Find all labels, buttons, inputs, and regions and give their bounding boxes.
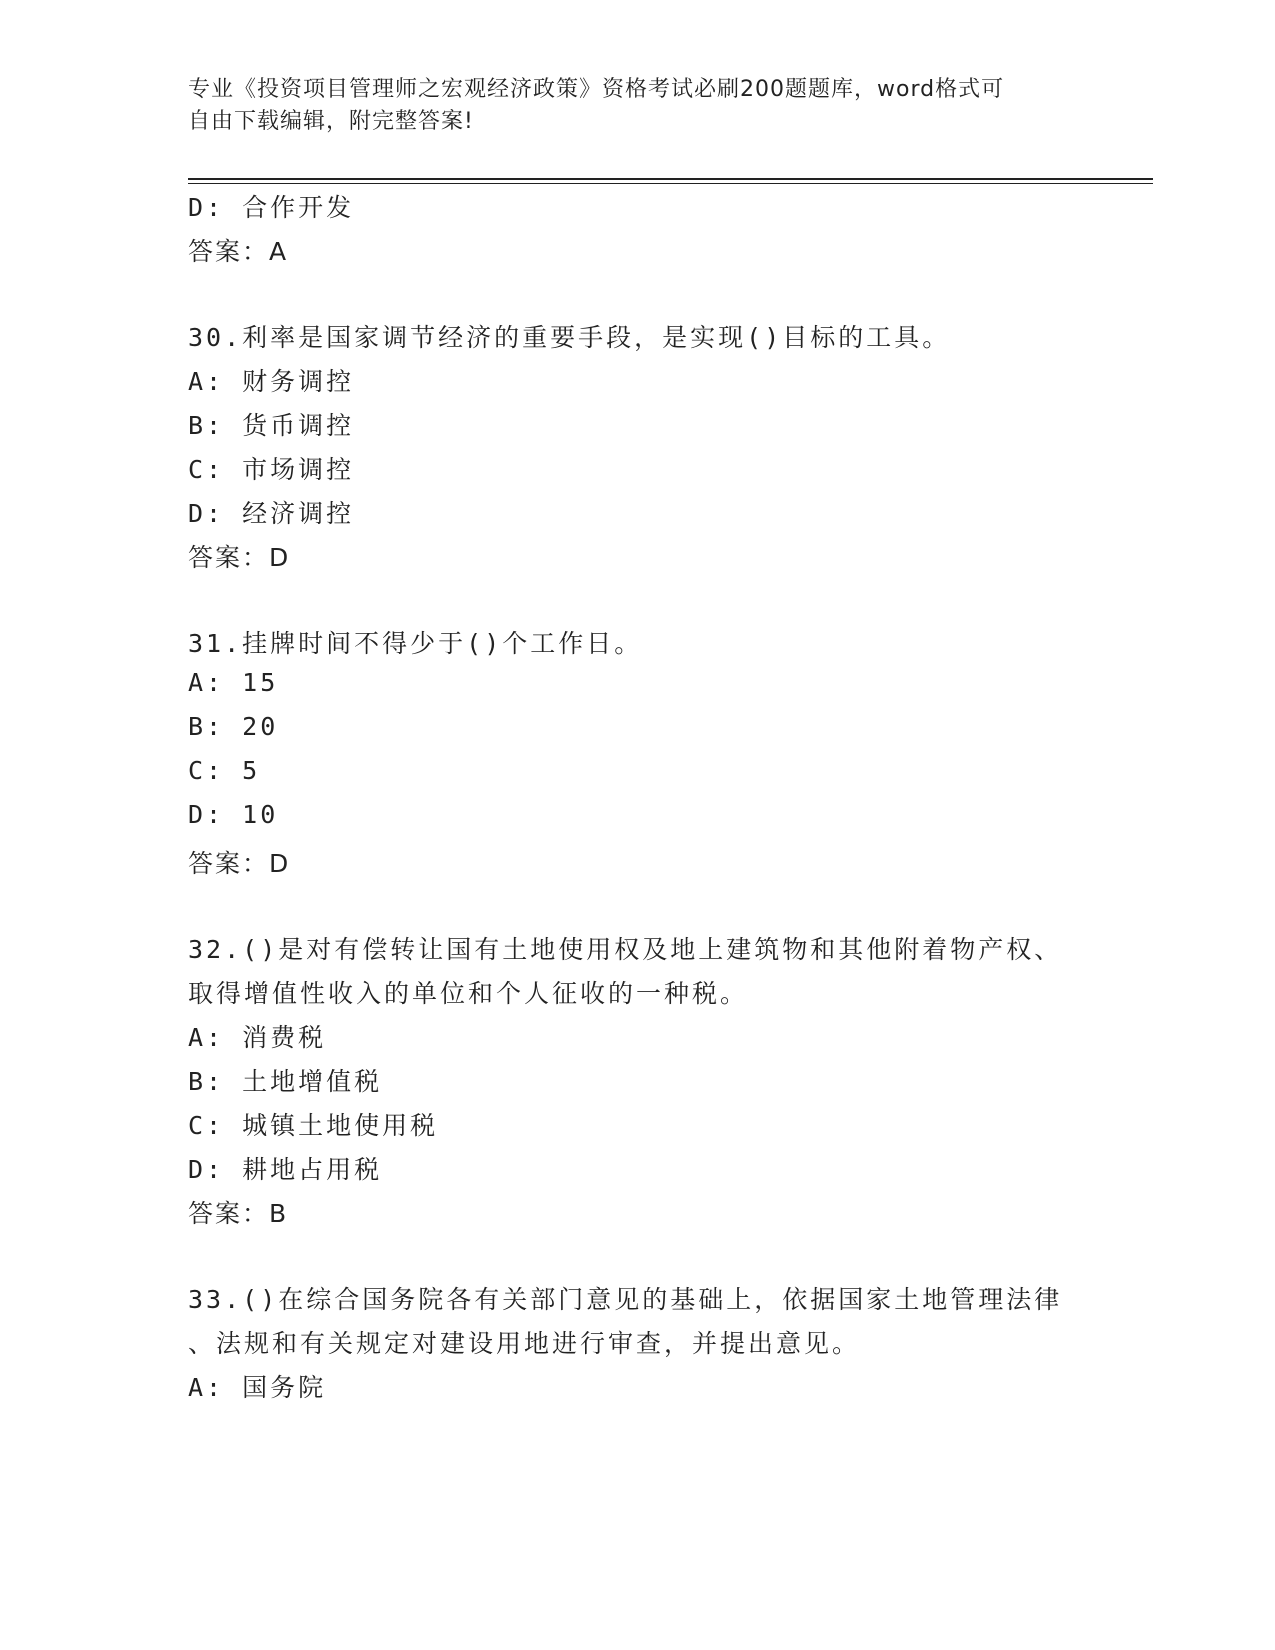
q30-option-a: A: 财务调控 — [188, 367, 355, 396]
q32-option-d: D: 耕地占用税 — [188, 1155, 383, 1184]
q30-answer: 答案：D — [188, 543, 291, 572]
q32-answer: 答案：B — [188, 1199, 289, 1228]
q30-option-c: C: 市场调控 — [188, 455, 355, 484]
q32-option-a: A: 消费税 — [188, 1023, 327, 1052]
header-line-1: 专业《投资项目管理师之宏观经济政策》资格考试必刷200题题库，word格式可 — [188, 77, 1005, 102]
q32-stem-line-1: 32.()是对有偿转让国有土地使用权及地上建筑物和其他附着物产权、 — [188, 935, 1063, 964]
q32-option-b: B: 土地增值税 — [188, 1067, 383, 1096]
header-divider-thin — [188, 183, 1153, 184]
q30-option-d: D: 经济调控 — [188, 499, 355, 528]
q31-option-c: C: 5 — [188, 756, 261, 785]
q31-option-a: A: 15 — [188, 668, 279, 697]
prev-option-d: D: 合作开发 — [188, 193, 355, 222]
q31-option-b: B: 20 — [188, 712, 279, 741]
q33-stem-line-1: 33.()在综合国务院各有关部门意见的基础上，依据国家土地管理法律 — [188, 1285, 1063, 1314]
q33-stem-line-2: 、法规和有关规定对建设用地进行审查，并提出意见。 — [188, 1329, 861, 1358]
q33-option-a: A: 国务院 — [188, 1373, 327, 1402]
document-header — [188, 74, 1088, 138]
q30-option-b: B: 货币调控 — [188, 411, 355, 440]
q32-option-c: C: 城镇土地使用税 — [188, 1111, 439, 1140]
header-divider-thick — [188, 178, 1153, 180]
q31-answer: 答案：D — [188, 849, 291, 878]
q31-stem: 31.挂牌时间不得少于()个工作日。 — [188, 629, 643, 658]
header-line-2: 自由下载编辑，附完整答案! — [188, 109, 474, 134]
q32-stem-line-2: 取得增值性收入的单位和个人征收的一种税。 — [188, 979, 749, 1008]
prev-answer: 答案：A — [188, 237, 289, 266]
q30-stem: 30.利率是国家调节经济的重要手段，是实现()目标的工具。 — [188, 323, 951, 352]
q31-option-d: D: 10 — [188, 800, 279, 829]
